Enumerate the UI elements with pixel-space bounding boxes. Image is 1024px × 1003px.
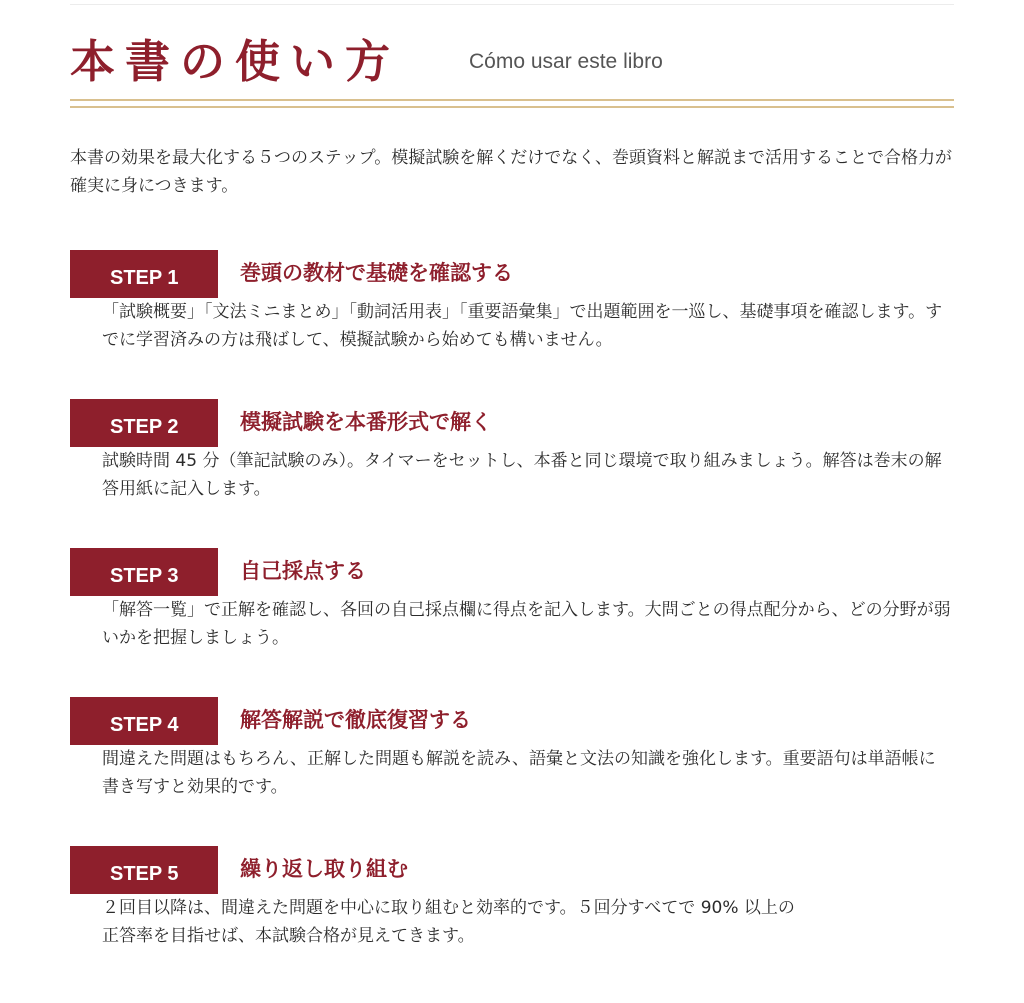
page-title: 本書の使い方 — [70, 35, 401, 88]
step-5-badge: STEP 5 — [70, 846, 218, 894]
step-1-title: 巻頭の教材で基礎を確認する — [240, 261, 513, 285]
step-1-body: 「試験概要」「文法ミニまとめ」「動詞活用表」「重要語彙集」で出題範囲を一巡し、基礎事項を確認します。すでに学習済みの方は飛ばして、模擬試験から始めても構いません。 — [102, 302, 943, 350]
step-1-badge: STEP 1 — [70, 250, 218, 298]
intro-paragraph: 本書の効果を最大化する５つのステップ。模擬試験を解くだけでなく、巻頭資料と解説まで活用することで合格力が確実に身につきます。 — [70, 148, 952, 196]
step-5-body: ２回目以降は、間違えた問題を中心に取り組むと効率的です。５回分すべてで 90% 以上の正答率を目指せば、本試験合格が見えてきます。 — [102, 898, 795, 946]
step-4-body: 間違えた問題はもちろん、正解した問題も解説を読み、語彙と文法の知識を強化します。重要語句は単語帳に書き写すと効果的です。 — [102, 749, 936, 797]
step-4-title: 解答解説で徹底復習する — [240, 708, 471, 732]
step-2-body: 試験時間 45 分（筆記試験のみ）。タイマーをセットし、本番と同じ環境で取り組みましょう。解答は巻末の解答用紙に記入します。 — [102, 451, 942, 499]
page-subtitle: Cómo usar este libro — [469, 50, 663, 73]
step-5-title: 繰り返し取り組む — [240, 857, 408, 881]
top-divider — [70, 4, 954, 5]
step-3-title: 自己採点する — [240, 559, 366, 583]
title-underline-bottom — [70, 106, 954, 108]
title-underline-top — [70, 99, 954, 101]
step-3-badge: STEP 3 — [70, 548, 218, 596]
step-3-body: 「解答一覧」で正解を確認し、各回の自己採点欄に得点を記入します。大問ごとの得点配分から、どの分野が弱いかを把握しましょう。 — [102, 600, 951, 648]
step-4-badge: STEP 4 — [70, 697, 218, 745]
step-2-title: 模擬試験を本番形式で解く — [240, 410, 492, 434]
step-2-badge: STEP 2 — [70, 399, 218, 447]
